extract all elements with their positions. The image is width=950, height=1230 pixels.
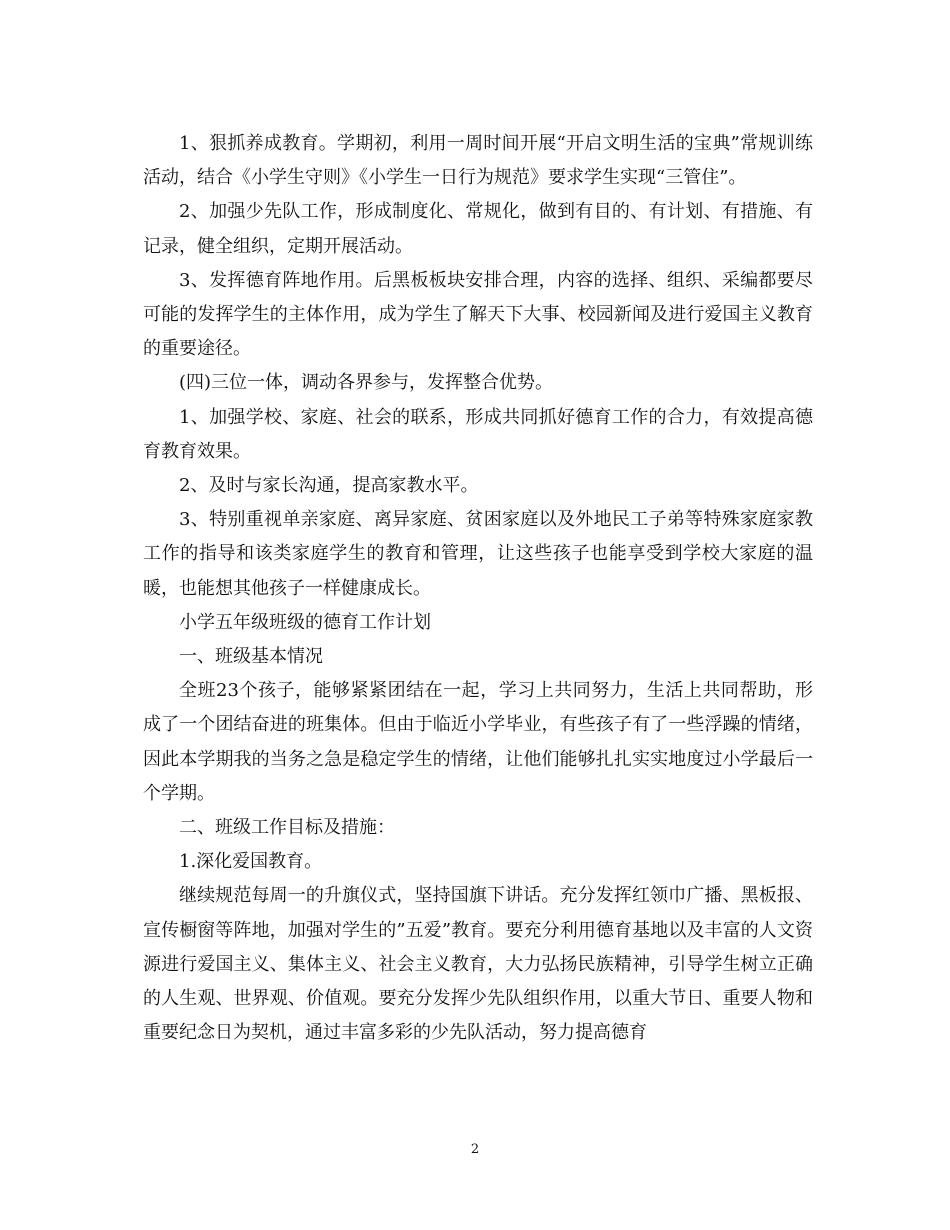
subsection-heading: 1.深化爱国教育。	[179, 851, 323, 873]
paragraph: 继续规范每周一的升旗仪式，坚持国旗下讲话。充分发挥红领巾广播、黑板报、宣传橱窗等阵地，加强对学生的”五爱”教育。要充分利用德育基地以及丰富的人文资源进行爱国主义、集体主义、社会主义教育，大力弘扬民族精神，引导学生树立正确的人生观、世界观、价值观。要充分发挥少先队组织作用，以重大节日、重要人物和重要纪念日为契机，通过丰富多彩的少先队活动，努力提高德育	[143, 885, 813, 1044]
page-body	[143, 127, 813, 1050]
page-number: 2	[470, 1142, 480, 1157]
paragraph: 3、发挥德育阵地作用。后黑板板块安排合理，内容的选择、组织、采编都要尽可能的发挥学生的主体作用，成为学生了解天下大事、校园新闻及进行爱国主义教育的重要途径。	[143, 269, 813, 360]
paragraph: 2、及时与家长沟通，提高家教水平。	[179, 475, 479, 497]
paragraph: 1、狠抓养成教育。学期初，利用一周时间开展“开启文明生活的宝典”常规训练活动，结合《小学生守则》《小学生一日行为规范》要求学生实现“三管住”。	[143, 133, 813, 189]
paragraph: 1、加强学校、家庭、社会的联系，形成共同抓好德育工作的合力，有效提高德育教育效果。	[143, 406, 813, 462]
document-title: 小学五年级班级的德育工作计划	[179, 611, 431, 633]
paragraph: 全班23个孩子，能够紧紧团结在一起，学习上共同努力，生活上共同帮助，形成了一个团结奋进的班集体。但由于临近小学毕业，有些孩子有了一些浮躁的情绪，因此本学期我的当务之急是稳定学生的情绪，让他们能够扎扎实实地度过小学最后一个学期。	[143, 680, 813, 804]
section-heading: 二、班级工作目标及措施：	[179, 817, 395, 839]
section-heading: (四)三位一体，调动各界参与，发挥整合优势。	[179, 372, 554, 394]
section-heading: 一、班级基本情况	[179, 646, 323, 668]
paragraph: 2、加强少先队工作，形成制度化、常规化，做到有目的、有计划、有措施、有记录，健全组织，定期开展活动。	[143, 201, 813, 257]
paragraph: 3、特别重视单亲家庭、离异家庭、贫困家庭以及外地民工子弟等特殊家庭家教工作的指导和该类家庭学生的教育和管理，让这些孩子也能享受到学校大家庭的温暖，也能想其他孩子一样健康成长。	[143, 509, 813, 599]
